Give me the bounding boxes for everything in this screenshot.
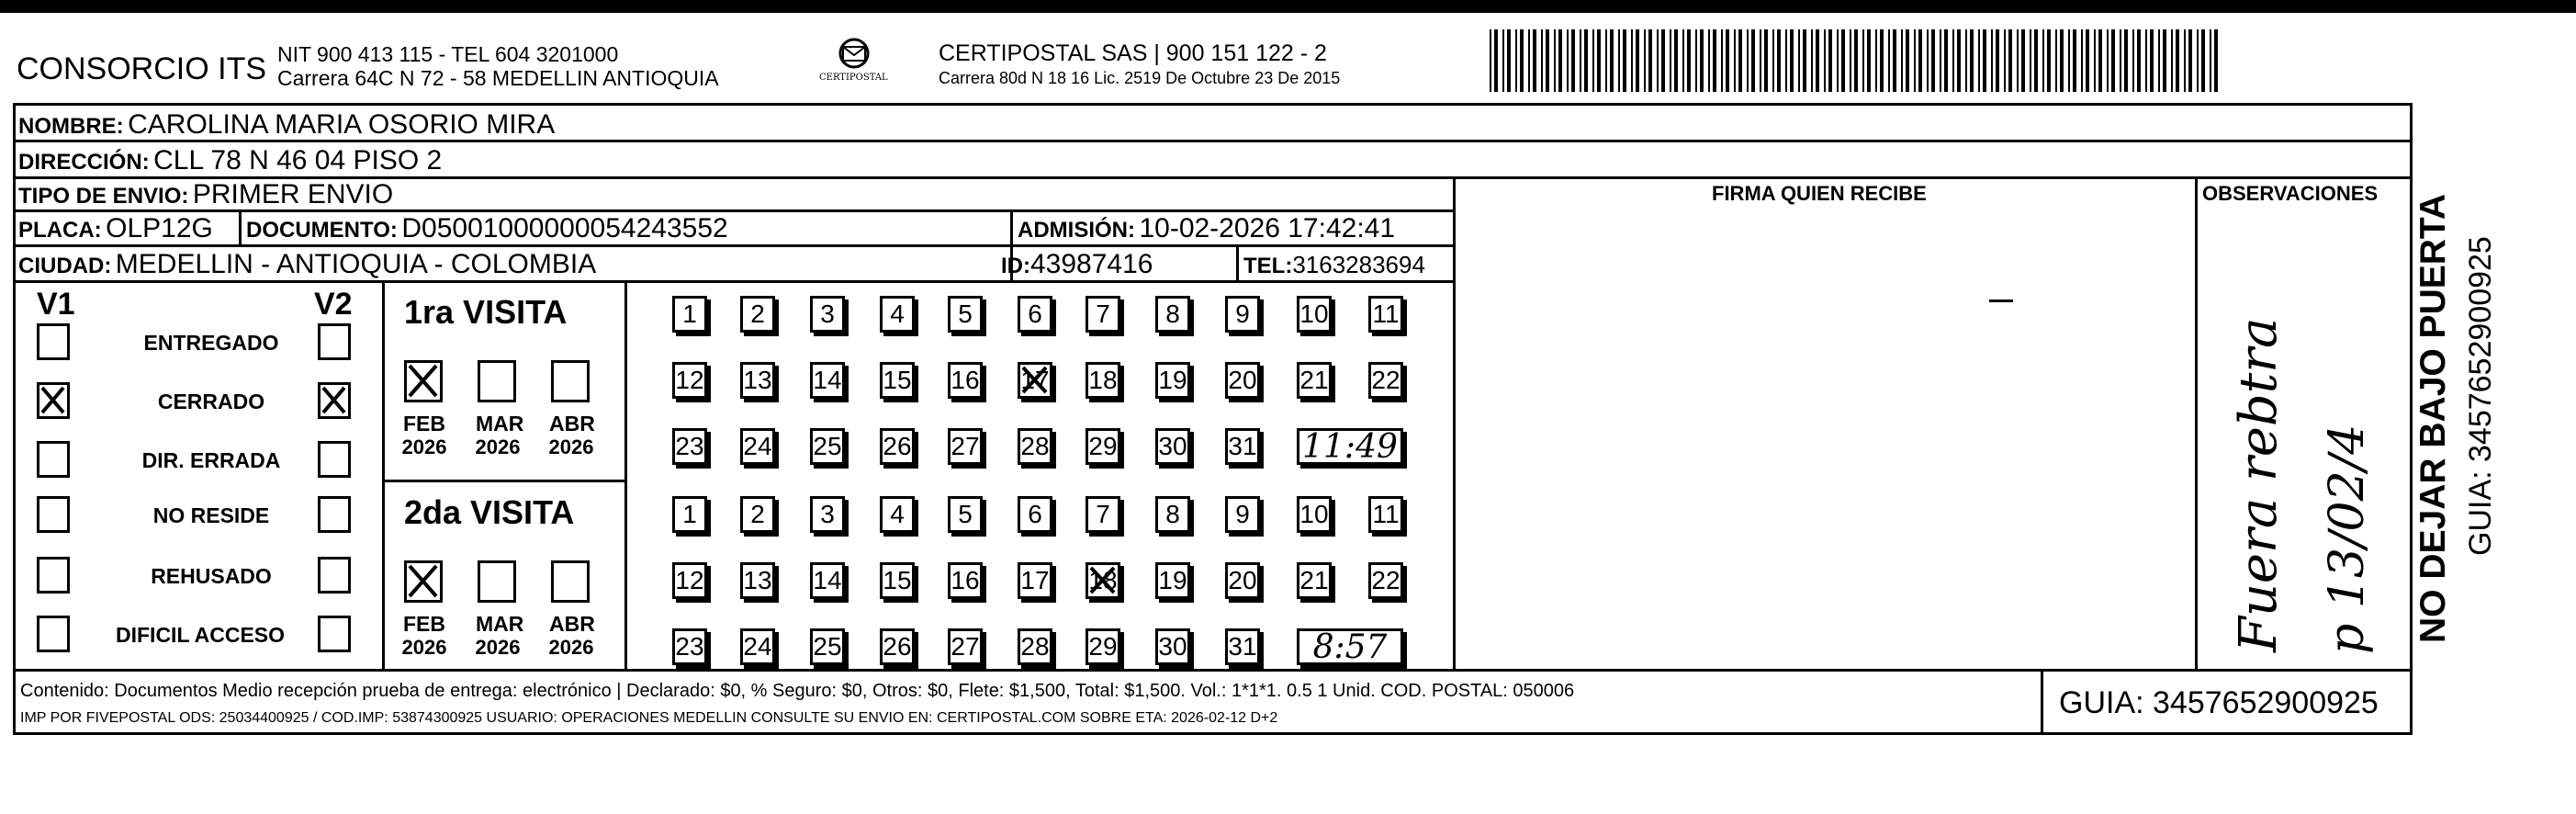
signature-mark bbox=[1989, 300, 2013, 302]
footer-guia: GUIA: 3457652900925 bbox=[2059, 685, 2379, 720]
barcode-bar bbox=[1636, 29, 1639, 92]
visit-day-box[interactable]: 10 bbox=[1297, 296, 1332, 333]
visit-day-box[interactable]: 6 bbox=[1018, 496, 1052, 533]
barcode-bar bbox=[2210, 29, 2211, 92]
visit-day-box[interactable]: 19 bbox=[1155, 362, 1190, 399]
barcode-bar bbox=[2086, 29, 2089, 92]
check-mark-icon bbox=[1088, 565, 1118, 596]
visit-year-label: 2026 bbox=[401, 636, 447, 659]
barcode-bar bbox=[1528, 29, 1530, 92]
visit-day-box[interactable]: 4 bbox=[880, 496, 915, 533]
visit-time-box[interactable]: 11:49 bbox=[1297, 428, 1403, 465]
visit-day-box[interactable]: 12 bbox=[672, 362, 707, 399]
grid-line bbox=[382, 280, 385, 671]
barcode-bar bbox=[1520, 29, 1524, 92]
visit-month-label: MAR bbox=[476, 612, 524, 636]
visit-day-box[interactable]: 6 bbox=[1018, 296, 1052, 333]
visit-month-checkbox[interactable] bbox=[551, 560, 590, 603]
visit-month-checkbox[interactable] bbox=[478, 360, 516, 402]
status-option-label: ENTREGADO bbox=[143, 331, 279, 355]
visit-day-box[interactable]: 30 bbox=[1155, 628, 1190, 665]
v2-checkbox-cerrado[interactable] bbox=[318, 382, 351, 419]
visit-day-box[interactable]: 3 bbox=[810, 296, 845, 333]
barcode-bar bbox=[2201, 29, 2205, 92]
visit-day-box[interactable]: 15 bbox=[880, 562, 915, 599]
barcode-bar bbox=[1502, 29, 1504, 92]
firma-label: FIRMA QUIEN RECIBE bbox=[1712, 182, 1927, 205]
barcode-bar bbox=[2150, 29, 2154, 92]
visit-title: 2da VISITA bbox=[404, 493, 575, 531]
barcode-bar bbox=[1687, 29, 1691, 92]
visit-day-box[interactable]: 21 bbox=[1297, 362, 1332, 399]
barcode-bar bbox=[1850, 29, 1851, 92]
barcode-bar bbox=[1494, 29, 1498, 92]
visit-time-box[interactable]: 8:57 bbox=[1297, 628, 1403, 665]
barcode-bar bbox=[1816, 29, 1819, 92]
barcode-bar bbox=[1507, 29, 1511, 92]
visit-day-box[interactable]: 23 bbox=[672, 628, 707, 665]
barcode-bar bbox=[1880, 29, 1884, 92]
side-warning: NO DEJAR BAJO PUERTA bbox=[2413, 193, 2453, 643]
barcode-bar bbox=[1798, 29, 1800, 92]
visit-day-box[interactable]: 16 bbox=[948, 362, 983, 399]
visit-day-box[interactable]: 13 bbox=[740, 362, 775, 399]
v2-checkbox-dificil-acceso[interactable] bbox=[318, 616, 351, 652]
company-address: Carrera 64C N 72 - 58 MEDELLIN ANTIOQUIA bbox=[277, 66, 719, 90]
barcode-bar bbox=[1970, 29, 1974, 92]
visit-day-box[interactable]: 29 bbox=[1086, 428, 1120, 465]
visit-month-checkbox[interactable] bbox=[404, 360, 443, 402]
v2-checkbox-rehusado[interactable] bbox=[318, 557, 351, 594]
v1-checkbox-dir-errada[interactable] bbox=[37, 441, 70, 478]
tel-row bbox=[1243, 253, 1425, 277]
visit-day-box[interactable]: 3 bbox=[810, 496, 845, 533]
tel-label: TEL: bbox=[1243, 254, 1293, 278]
barcode-bar bbox=[2094, 29, 2096, 92]
id-row bbox=[1001, 251, 1153, 278]
visit-day-box[interactable]: 24 bbox=[740, 628, 775, 665]
barcode-bar bbox=[2060, 29, 2064, 92]
visit-day-box[interactable]: 20 bbox=[1225, 562, 1260, 599]
placa-value: OLP12G bbox=[106, 213, 213, 243]
visit-day-box[interactable]: 30 bbox=[1155, 428, 1190, 465]
nombre-value: CAROLINA MARIA OSORIO MIRA bbox=[128, 109, 556, 140]
barcode-bar bbox=[1571, 29, 1575, 92]
grid-line bbox=[384, 480, 624, 482]
tel-value: 3163283694 bbox=[1292, 251, 1425, 278]
barcode-bar bbox=[1721, 29, 1723, 92]
barcode-bar bbox=[1803, 29, 1806, 92]
visit-day-box[interactable]: 26 bbox=[880, 628, 915, 665]
barcode-bar bbox=[2214, 29, 2218, 92]
barcode-bar bbox=[1554, 29, 1556, 92]
barcode-bar bbox=[1952, 29, 1954, 92]
visit-day-box[interactable]: 17 bbox=[1018, 362, 1052, 399]
barcode-bar bbox=[1584, 29, 1588, 92]
visit-year-label: 2026 bbox=[548, 636, 594, 659]
visit-day-box[interactable]: 12 bbox=[672, 562, 707, 599]
direccion-row bbox=[18, 147, 442, 175]
visit-day-box[interactable]: 18 bbox=[1086, 562, 1120, 599]
visit-day-box[interactable]: 15 bbox=[880, 362, 915, 399]
barcode-bar bbox=[1875, 29, 1877, 92]
barcode-bar bbox=[2107, 29, 2109, 92]
admision-value: 10-02-2026 17:42:41 bbox=[1139, 213, 1396, 243]
status-option-label: DIR. ERRADA bbox=[141, 448, 281, 472]
visit-day-box[interactable]: 2 bbox=[740, 496, 775, 533]
v2-label: V2 bbox=[314, 287, 353, 322]
barcode-bar bbox=[1700, 29, 1704, 92]
id-value: 43987416 bbox=[1030, 249, 1153, 279]
barcode-bar bbox=[2188, 29, 2192, 92]
visit-day-box[interactable]: 14 bbox=[810, 362, 845, 399]
visit-day-box[interactable]: 25 bbox=[810, 428, 845, 465]
tipo-row bbox=[18, 181, 393, 209]
barcode-bar bbox=[1777, 29, 1781, 92]
visit-day-box[interactable]: 27 bbox=[948, 628, 983, 665]
grid-line bbox=[2041, 669, 2043, 733]
grid-line bbox=[2195, 176, 2198, 671]
visit-day-box[interactable]: 29 bbox=[1086, 628, 1120, 665]
v2-checkbox-no-reside[interactable] bbox=[318, 496, 351, 533]
barcode-bar bbox=[1605, 29, 1607, 92]
admision-label: ADMISIÓN: bbox=[1018, 218, 1135, 243]
v1-checkbox-rehusado[interactable] bbox=[37, 557, 70, 594]
ciudad-value: MEDELLIN - ANTIOQUIA - COLOMBIA bbox=[115, 249, 597, 279]
company-nit: NIT 900 413 115 - TEL 604 3201000 bbox=[277, 42, 619, 66]
visit-day-box[interactable]: 31 bbox=[1225, 628, 1260, 665]
visit-day-box[interactable]: 10 bbox=[1297, 496, 1332, 533]
barcode-bar bbox=[1901, 29, 1903, 92]
visit-day-box[interactable]: 31 bbox=[1225, 428, 1260, 465]
check-mark-icon bbox=[39, 385, 67, 416]
visit-day-box[interactable]: 25 bbox=[810, 628, 845, 665]
barcode-bar bbox=[2158, 29, 2160, 92]
grid-line bbox=[239, 209, 242, 246]
barcode-bar bbox=[1661, 29, 1665, 92]
v2-checkbox-entregado[interactable] bbox=[318, 323, 351, 360]
barcode-bar bbox=[2034, 29, 2038, 92]
visit-month-label: ABR bbox=[549, 612, 595, 636]
placa-row bbox=[18, 215, 213, 243]
grid-line bbox=[13, 209, 1455, 212]
visit-day-box[interactable]: 22 bbox=[1368, 562, 1403, 599]
documento-value: D05001000000054243552 bbox=[401, 213, 728, 243]
barcode-bar bbox=[1695, 29, 1697, 92]
check-mark-icon bbox=[1020, 365, 1050, 396]
visit-day-box[interactable]: 17 bbox=[1018, 562, 1052, 599]
id-label: ID: bbox=[1001, 254, 1030, 278]
v1-checkbox-cerrado[interactable] bbox=[37, 382, 70, 419]
v1-label: V1 bbox=[37, 287, 75, 322]
check-mark-icon bbox=[407, 563, 440, 600]
visit-day-box[interactable]: 11 bbox=[1368, 496, 1403, 533]
carrier-address: Carrera 80d N 18 16 Lic. 2519 De Octubre 23 De 2015 bbox=[939, 69, 1341, 87]
logo-text: CERTIPOSTAL bbox=[819, 73, 888, 83]
carrier-name: CERTIPOSTAL SAS | 900 151 122 - 2 bbox=[939, 40, 1327, 66]
barcode-bar bbox=[1867, 29, 1871, 92]
barcode-bar bbox=[1931, 29, 1935, 92]
side-guia: GUIA: 3457652900925 bbox=[2463, 236, 2498, 556]
top-black-bar bbox=[0, 0, 2576, 13]
barcode-bar bbox=[2017, 29, 2019, 92]
barcode-bar bbox=[1751, 29, 1755, 92]
nombre-row bbox=[18, 111, 555, 139]
check-mark-icon bbox=[407, 363, 440, 400]
visit-day-box[interactable]: 9 bbox=[1225, 296, 1260, 333]
documento-row bbox=[246, 215, 728, 243]
visit-day-box[interactable]: 11 bbox=[1368, 296, 1403, 333]
nombre-label: NOMBRE: bbox=[18, 114, 124, 139]
visit-year-label: 2026 bbox=[475, 435, 521, 458]
barcode-bar bbox=[1533, 29, 1536, 92]
barcode-bar bbox=[2008, 29, 2012, 92]
v1-checkbox-entregado[interactable] bbox=[37, 323, 70, 360]
visit-day-box[interactable]: 5 bbox=[948, 496, 983, 533]
barcode-bar bbox=[1824, 29, 1826, 92]
barcode-bar bbox=[1738, 29, 1742, 92]
visit-month-label: FEB bbox=[403, 612, 445, 636]
barcode-bar bbox=[2111, 29, 2115, 92]
barcode-bar bbox=[1760, 29, 1761, 92]
barcode-bar bbox=[1610, 29, 1614, 92]
tipo-value: PRIMER ENVIO bbox=[192, 179, 394, 209]
barcode-bar bbox=[1893, 29, 1896, 92]
barcode-bar bbox=[1648, 29, 1652, 92]
grid-line bbox=[1236, 244, 1239, 281]
barcode-bar bbox=[2073, 29, 2076, 92]
visit-day-box[interactable]: 26 bbox=[880, 428, 915, 465]
barcode-bar bbox=[1726, 29, 1729, 92]
visit-day-box[interactable]: 13 bbox=[740, 562, 775, 599]
barcode-bar bbox=[1764, 29, 1768, 92]
barcode-bar bbox=[2145, 29, 2147, 92]
visit-month-label: MAR bbox=[476, 412, 524, 435]
barcode-bar bbox=[1541, 29, 1543, 92]
visit-day-box[interactable]: 28 bbox=[1018, 428, 1052, 465]
barcode-bar bbox=[2004, 29, 2006, 92]
barcode-bar bbox=[1991, 29, 1993, 92]
visit-day-box[interactable]: 23 bbox=[672, 428, 707, 465]
barcode-bar bbox=[1657, 29, 1659, 92]
visit-month-label: FEB bbox=[403, 412, 445, 435]
status-option-label: CERRADO bbox=[157, 390, 265, 413]
observacion-line-2: p 13/02/4 bbox=[2320, 424, 2375, 654]
barcode-bar bbox=[2081, 29, 2083, 92]
visit-year-label: 2026 bbox=[548, 435, 594, 458]
barcode-bar bbox=[1965, 29, 1967, 92]
barcode-bar bbox=[1713, 29, 1716, 92]
visit-day-box[interactable]: 19 bbox=[1155, 562, 1190, 599]
visit-year-label: 2026 bbox=[401, 435, 447, 458]
visit-day-box[interactable]: 28 bbox=[1018, 628, 1052, 665]
visit-month-checkbox[interactable] bbox=[404, 560, 443, 603]
barcode-bar bbox=[2021, 29, 2025, 92]
barcode-bar bbox=[1862, 29, 1864, 92]
check-mark-icon bbox=[321, 385, 348, 416]
barcode-bar bbox=[2137, 29, 2141, 92]
barcode-bar bbox=[2055, 29, 2057, 92]
grid-line bbox=[1453, 176, 1456, 671]
visit-year-label: 2026 bbox=[475, 636, 521, 659]
barcode-bar bbox=[1734, 29, 1736, 92]
visit-day-box[interactable]: 2 bbox=[740, 296, 775, 333]
visit-day-box[interactable]: 27 bbox=[948, 428, 983, 465]
certipostal-logo bbox=[808, 39, 900, 94]
company-name: CONSORCIO ITS bbox=[17, 51, 267, 86]
barcode-bar bbox=[1772, 29, 1774, 92]
grid-line bbox=[13, 103, 16, 735]
visit-title: 1ra VISITA bbox=[404, 293, 568, 331]
footer-impresion: IMP POR FIVEPOSTAL ODS: 25034400925 / COD.IMP: 53874300925 USUARIO: OPERACIONES MEDELLIN CONSULTE SU ENVIO EN: CERTIPOSTAL.COM SOBRE ETA: 2026-02-12 D+2 bbox=[20, 710, 1278, 726]
barcode-bar bbox=[1854, 29, 1858, 92]
barcode-bar bbox=[1597, 29, 1601, 92]
barcode-bar bbox=[2163, 29, 2166, 92]
ciudad-row bbox=[18, 251, 596, 278]
grid-line bbox=[13, 140, 2412, 142]
barcode-bar bbox=[1940, 29, 1941, 92]
barcode-bar bbox=[2124, 29, 2128, 92]
barcode-bar bbox=[1580, 29, 1581, 92]
barcode-bar bbox=[1996, 29, 1999, 92]
placa-label: PLACA: bbox=[18, 218, 102, 243]
barcode-bar bbox=[1567, 29, 1569, 92]
visit-day-box[interactable]: 20 bbox=[1225, 362, 1260, 399]
barcode-bar bbox=[1558, 29, 1562, 92]
visit-day-box[interactable]: 18 bbox=[1086, 362, 1120, 399]
barcode-bar bbox=[1670, 29, 1671, 92]
visit-day-box[interactable]: 7 bbox=[1086, 296, 1120, 333]
visit-day-box[interactable]: 9 bbox=[1225, 496, 1260, 533]
grid-line bbox=[624, 280, 627, 671]
barcode-bar bbox=[2171, 29, 2173, 92]
barcode-bar bbox=[2068, 29, 2070, 92]
barcode-bar bbox=[2030, 29, 2031, 92]
footer-contenido: Contenido: Documentos Medio recepción prueba de entrega: electrónico | Declarado: $0, % Seguro: $0, Otros: $0, Flete: $1,500, Total: $1,500. Vol.: 1*1*1. 0.5 1 Unid. COD. POSTAL: 050006 bbox=[20, 681, 1575, 701]
visit-day-box[interactable]: 1 bbox=[672, 296, 707, 333]
visit-day-box[interactable]: 5 bbox=[948, 296, 983, 333]
visit-day-box[interactable]: 21 bbox=[1297, 562, 1332, 599]
v1-checkbox-dificil-acceso[interactable] bbox=[37, 616, 70, 652]
barcode-bar bbox=[1906, 29, 1909, 92]
barcode bbox=[1490, 29, 2224, 92]
direccion-value: CLL 78 N 46 04 PISO 2 bbox=[153, 145, 443, 175]
barcode-bar bbox=[2132, 29, 2134, 92]
visit-day-box[interactable]: 7 bbox=[1086, 496, 1120, 533]
barcode-bar bbox=[1674, 29, 1678, 92]
barcode-bar bbox=[1644, 29, 1646, 92]
visit-month-label: ABR bbox=[549, 412, 595, 435]
tipo-label: TIPO DE ENVIO: bbox=[18, 184, 189, 209]
barcode-bar bbox=[2047, 29, 2051, 92]
barcode-bar bbox=[1918, 29, 1922, 92]
grid-line bbox=[13, 732, 2412, 735]
barcode-bar bbox=[1983, 29, 1986, 92]
observaciones-label: OBSERVACIONES bbox=[2202, 182, 2379, 205]
barcode-bar bbox=[2184, 29, 2186, 92]
barcode-bar bbox=[1828, 29, 1832, 92]
barcode-bar bbox=[1957, 29, 1961, 92]
admision-row bbox=[1018, 215, 1395, 243]
barcode-bar bbox=[2197, 29, 2199, 92]
grid-line bbox=[2410, 103, 2413, 735]
documento-label: DOCUMENTO: bbox=[246, 218, 398, 243]
envelope-icon bbox=[808, 39, 900, 94]
barcode-bar bbox=[1546, 29, 1549, 92]
observacion-line-1: Fuera rebtra bbox=[2229, 317, 2289, 652]
barcode-bar bbox=[1914, 29, 1916, 92]
barcode-bar bbox=[1592, 29, 1594, 92]
v2-checkbox-dir-errada[interactable] bbox=[318, 441, 351, 478]
visit-day-box[interactable]: 16 bbox=[948, 562, 983, 599]
barcode-bar bbox=[1811, 29, 1813, 92]
barcode-bar bbox=[2098, 29, 2102, 92]
visit-month-checkbox[interactable] bbox=[478, 560, 516, 603]
barcode-bar bbox=[1841, 29, 1845, 92]
barcode-bar bbox=[1618, 29, 1620, 92]
barcode-bar bbox=[1631, 29, 1633, 92]
grid-line bbox=[13, 103, 2412, 106]
barcode-bar bbox=[2176, 29, 2179, 92]
barcode-bar bbox=[1888, 29, 1890, 92]
visit-day-box[interactable]: 24 bbox=[740, 428, 775, 465]
visit-day-box[interactable]: 4 bbox=[880, 296, 915, 333]
visit-day-box[interactable]: 8 bbox=[1155, 496, 1190, 533]
status-option-label: REHUSADO bbox=[151, 564, 272, 588]
barcode-bar bbox=[1623, 29, 1626, 92]
status-option-label: DIFICIL ACCESO bbox=[116, 623, 286, 647]
visit-day-box[interactable]: 8 bbox=[1155, 296, 1190, 333]
barcode-bar bbox=[2042, 29, 2044, 92]
barcode-bar bbox=[1927, 29, 1929, 92]
barcode-bar bbox=[1515, 29, 1517, 92]
barcode-bar bbox=[1785, 29, 1787, 92]
barcode-bar bbox=[1978, 29, 1980, 92]
barcode-bar bbox=[1490, 29, 1491, 92]
barcode-bar bbox=[1837, 29, 1839, 92]
barcode-bar bbox=[2120, 29, 2121, 92]
barcode-bar bbox=[1747, 29, 1749, 92]
barcode-bar bbox=[1708, 29, 1710, 92]
visit-day-box[interactable]: 22 bbox=[1368, 362, 1403, 399]
visit-month-checkbox[interactable] bbox=[551, 360, 590, 402]
visit-day-box[interactable]: 1 bbox=[672, 496, 707, 533]
barcode-bar bbox=[1682, 29, 1684, 92]
grid-line bbox=[13, 669, 2412, 672]
direccion-label: DIRECCIÓN: bbox=[18, 150, 150, 175]
visit-day-box[interactable]: 14 bbox=[810, 562, 845, 599]
status-option-label: NO RESIDE bbox=[152, 503, 270, 527]
ciudad-label: CIUDAD: bbox=[18, 254, 112, 278]
barcode-bar bbox=[1790, 29, 1794, 92]
barcode-bar bbox=[1944, 29, 1948, 92]
v1-checkbox-no-reside[interactable] bbox=[37, 496, 70, 533]
